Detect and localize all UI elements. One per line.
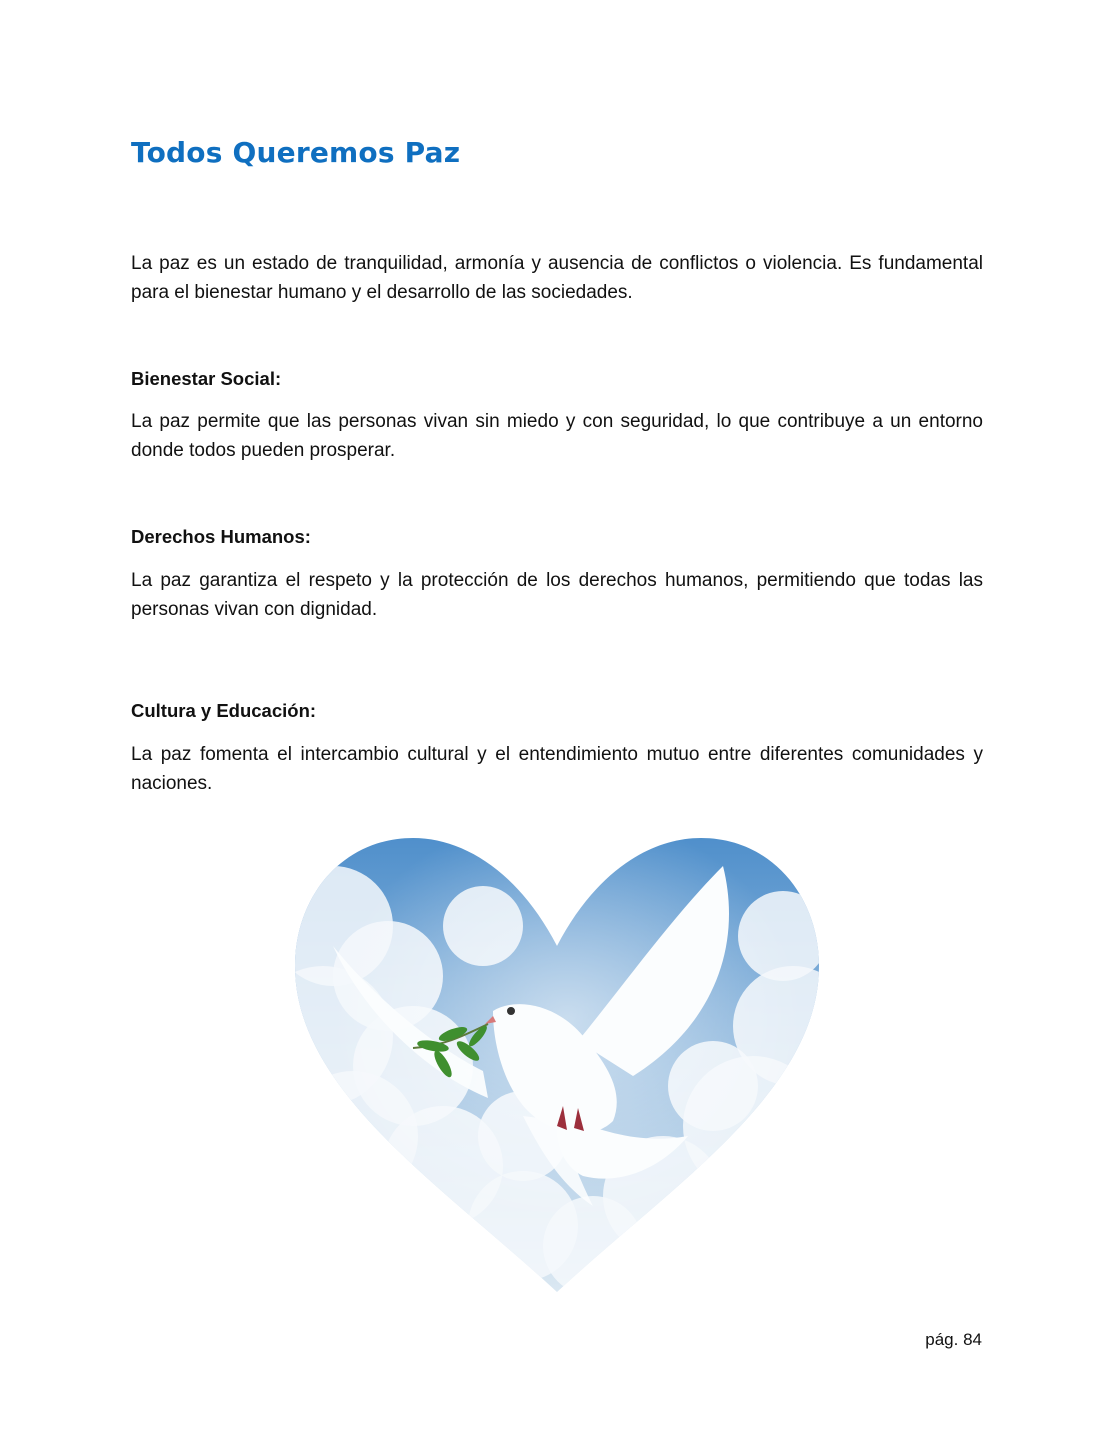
section-heading-derechos-humanos: Derechos Humanos: bbox=[131, 526, 311, 547]
page-number: pág. 84 bbox=[925, 1330, 982, 1349]
heart-dove-image bbox=[293, 836, 821, 1292]
section-body-derechos-humanos: La paz garantiza el respeto y la protección de los derechos humanos, permitiendo que todas las personas vivan con dignidad. bbox=[131, 570, 983, 620]
section-body-cultura-educacion: La paz fomenta el intercambio cultural y el entendimiento mutuo entre diferentes comunidades y naciones. bbox=[131, 744, 983, 794]
page-title: Todos Queremos Paz bbox=[131, 136, 461, 169]
intro-paragraph: La paz es un estado de tranquilidad, armonía y ausencia de conflictos o violencia. Es fundamental para el bienestar humano y el desarrollo de las sociedades. bbox=[131, 253, 983, 303]
section-heading-bienestar-social: Bienestar Social: bbox=[131, 368, 282, 389]
section-heading-cultura-educacion: Cultura y Educación: bbox=[131, 700, 317, 721]
section-body-bienestar-social: La paz permite que las personas vivan sin miedo y con seguridad, lo que contribuye a un entorno donde todos pueden prosperar. bbox=[131, 411, 983, 461]
heart-dove-illustration bbox=[293, 836, 821, 1292]
